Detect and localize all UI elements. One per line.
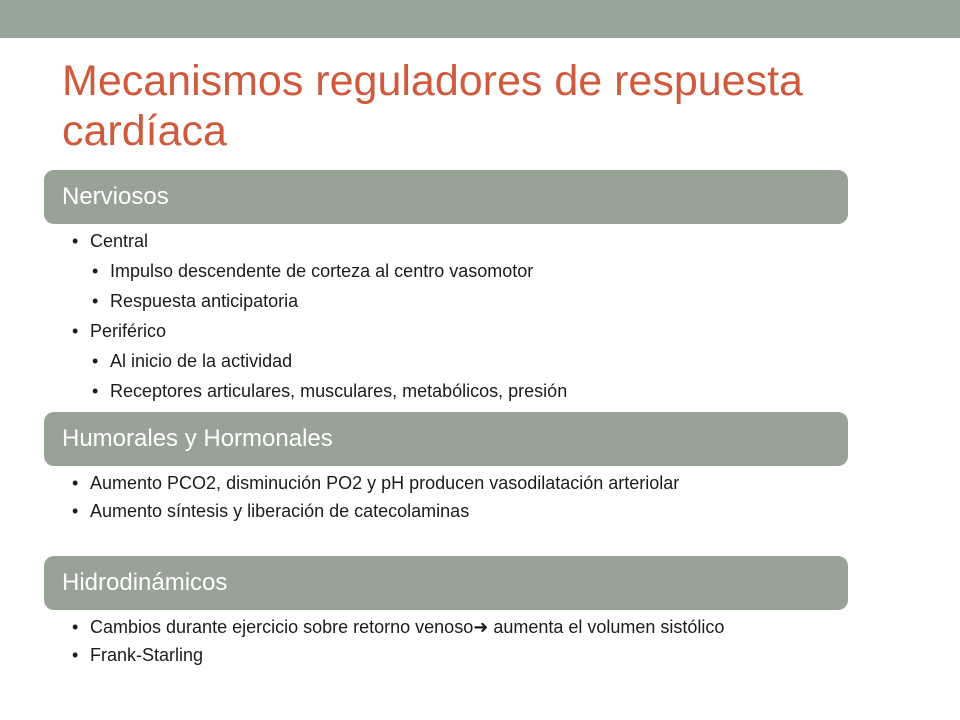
slide-title: Mecanismos reguladores de respuesta cardíaca	[62, 57, 803, 155]
list-item: • Aumento síntesis y liberación de catecolaminas	[72, 501, 792, 521]
list-item-text: Cambios durante ejercicio sobre retorno venoso	[90, 617, 474, 637]
section-header-label: Hidrodinámicos	[62, 569, 228, 596]
section-header-nerviosos	[44, 170, 848, 224]
section-header-label: Humorales y Hormonales	[62, 425, 333, 452]
list-item: • Impulso descendente de corteza al centro vasomotor	[92, 261, 792, 281]
right-arrow-icon: ➜	[473, 617, 489, 637]
list-item: • Central	[72, 231, 792, 251]
section-header-hidrodinamicos	[44, 556, 848, 610]
list-item	[72, 617, 792, 637]
section-header-label: Nerviosos	[62, 183, 169, 210]
nerviosos-list	[72, 231, 792, 401]
top-bar	[0, 0, 960, 38]
list-item: • Receptores articulares, musculares, metabólicos, presión	[92, 381, 792, 401]
hidrodinamicos-list	[72, 617, 792, 665]
list-item: • Al inicio de la actividad	[92, 351, 792, 371]
section-header-humorales	[44, 412, 848, 466]
list-item: • Periférico	[72, 321, 792, 341]
list-item: • Aumento PCO2, disminución PO2 y pH producen vasodilatación arteriolar	[72, 473, 792, 493]
list-item: • Respuesta anticipatoria	[92, 291, 792, 311]
humorales-list	[72, 473, 792, 521]
list-item-text: aumenta el volumen sistólico	[493, 617, 725, 637]
list-item: • Frank-Starling	[72, 645, 792, 665]
